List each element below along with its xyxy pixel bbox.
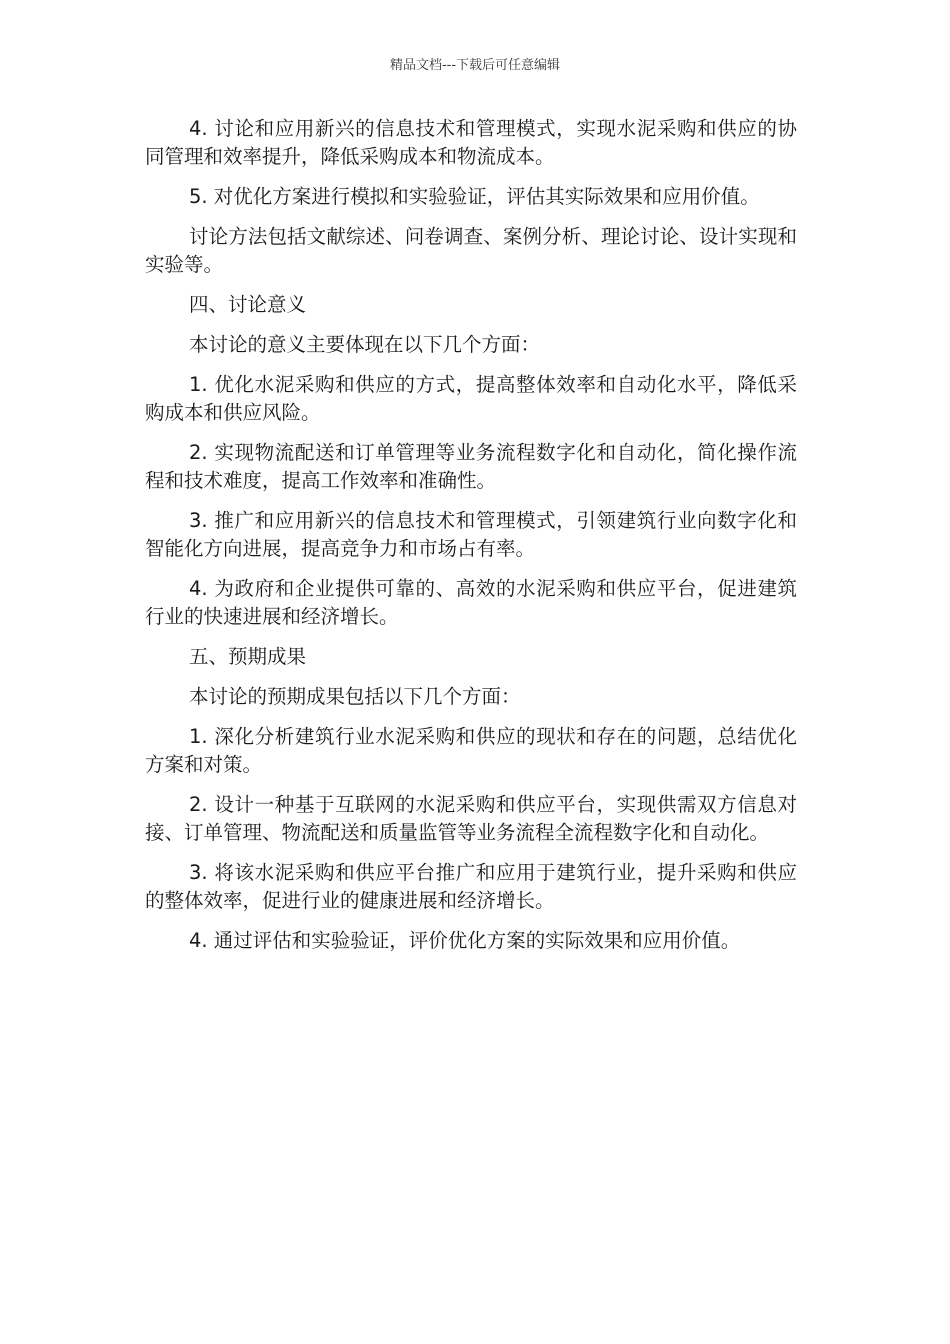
paragraph-significance-intro: 本讨论的意义主要体现在以下几个方面： [189, 333, 541, 356]
paragraph-results-4: 4. 通过评估和实验验证，评价优化方案的实际效果和应用价值。 [189, 929, 741, 952]
paragraph-results-intro: 本讨论的预期成果包括以下几个方面： [189, 685, 521, 708]
paragraph-objective-4: 4. 讨论和应用新兴的信息技术和管理模式，实现水泥采购和供应的协同管理和效率提升，降低采购成本和物流成本。 [145, 117, 797, 168]
paragraph-results-1: 1. 深化分析建筑行业水泥采购和供应的现状和存在的问题，总结优化方案和对策。 [145, 725, 797, 776]
page-header: 精品文档---下载后可任意编辑 [389, 58, 561, 73]
paragraph-significance-2: 2. 实现物流配送和订单管理等业务流程数字化和自动化，简化操作流程和技术难度，提高工作效率和准确性。 [145, 441, 797, 492]
paragraph-objective-5: 5. 对优化方案进行模拟和实验验证，评估其实际效果和应用价值。 [189, 185, 760, 208]
section-heading-expected-results: 五、预期成果 [189, 645, 307, 668]
paragraph-significance-3: 3. 推广和应用新兴的信息技术和管理模式，引领建筑行业向数字化和智能化方向进展，提高竞争力和市场占有率。 [145, 509, 797, 560]
paragraph-methods: 讨论方法包括文献综述、问卷调查、案例分析、理论讨论、设计实现和实验等。 [145, 225, 797, 276]
paragraph-significance-4: 4. 为政府和企业提供可靠的、高效的水泥采购和供应平台，促进建筑行业的快速进展和经济增长。 [145, 577, 797, 628]
paragraph-significance-1: 1. 优化水泥采购和供应的方式，提高整体效率和自动化水平，降低采购成本和供应风险。 [145, 373, 797, 424]
paragraph-results-3: 3. 将该水泥采购和供应平台推广和应用于建筑行业，提升采购和供应的整体效率，促进行业的健康进展和经济增长。 [145, 861, 797, 912]
section-heading-significance: 四、讨论意义 [189, 293, 307, 316]
document-body [145, 115, 797, 967]
paragraph-results-2: 2. 设计一种基于互联网的水泥采购和供应平台，实现供需双方信息对接、订单管理、物流配送和质量监管等业务流程全流程数字化和自动化。 [145, 793, 797, 844]
